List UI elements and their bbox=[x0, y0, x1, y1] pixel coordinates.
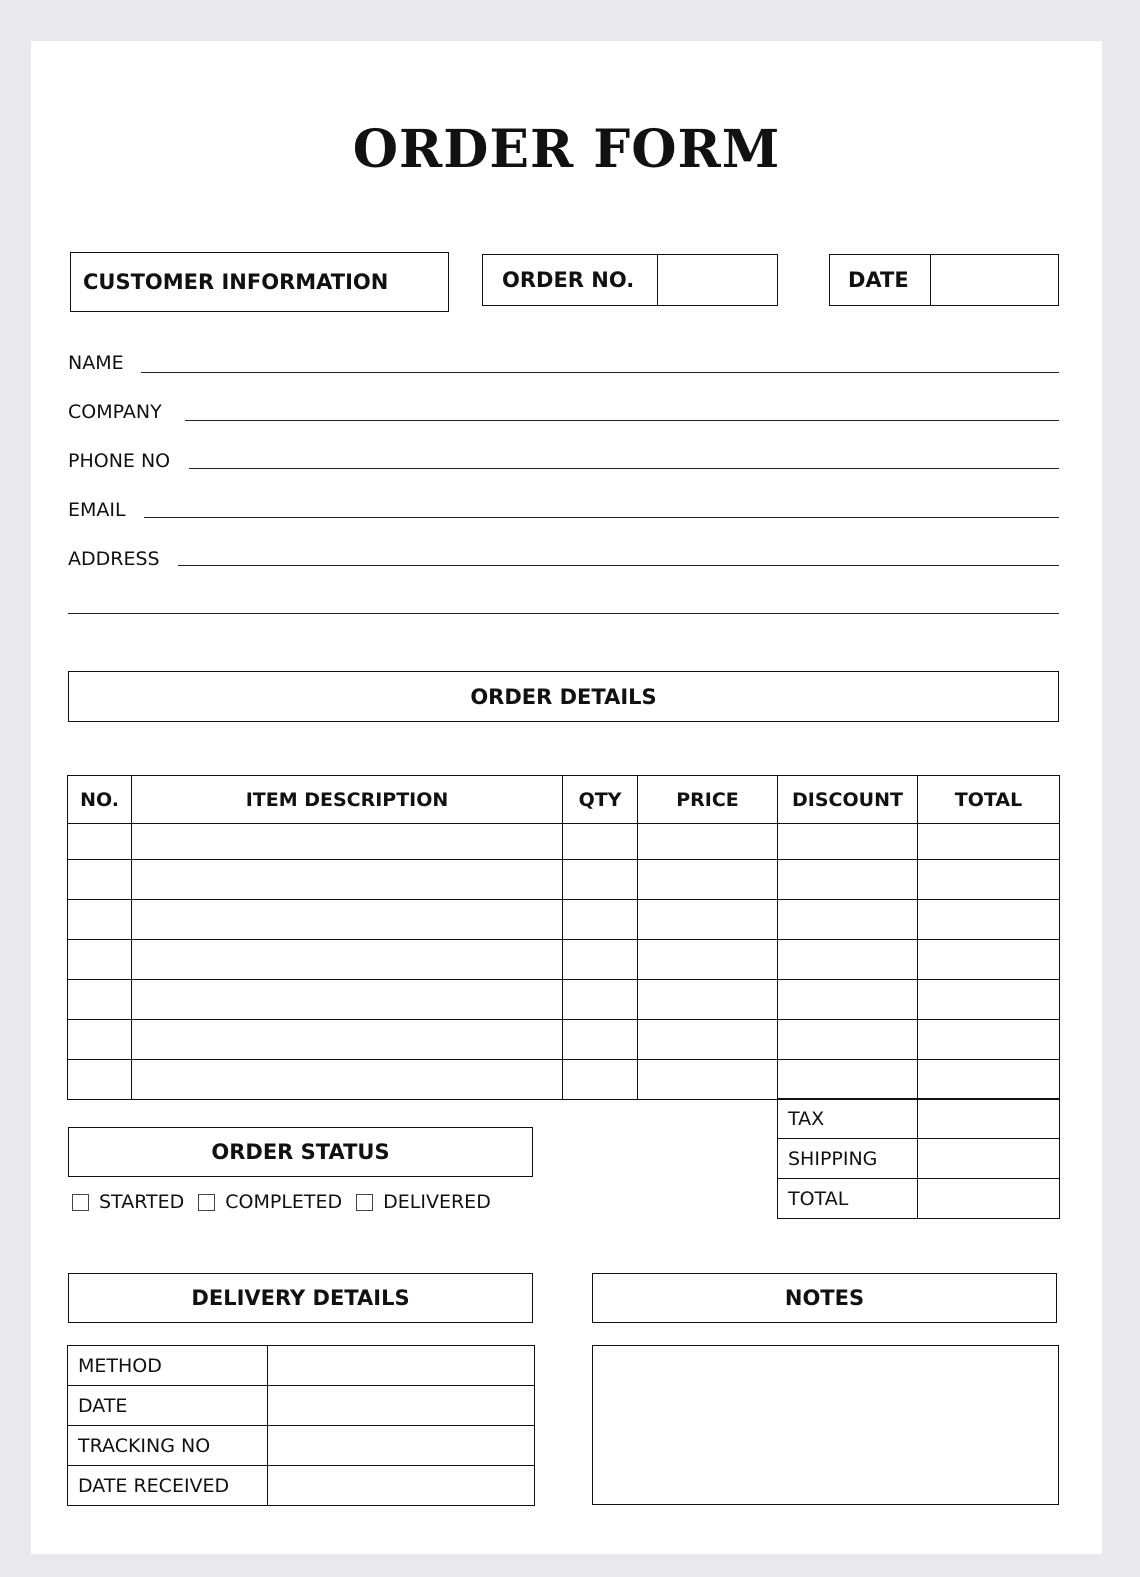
order-no-box bbox=[482, 254, 778, 306]
table-row bbox=[68, 824, 1060, 860]
order-status-options bbox=[72, 1191, 505, 1213]
table-cell[interactable] bbox=[132, 1020, 563, 1060]
table-cell[interactable] bbox=[132, 824, 563, 860]
table-cell[interactable] bbox=[132, 940, 563, 980]
table-cell[interactable] bbox=[778, 1060, 918, 1100]
notes-heading: NOTES bbox=[592, 1273, 1057, 1323]
tracking-no-field[interactable] bbox=[268, 1426, 535, 1466]
total-field[interactable] bbox=[918, 1179, 1060, 1219]
shipping-field[interactable] bbox=[918, 1139, 1060, 1179]
delivery-details-table bbox=[67, 1345, 535, 1506]
table-cell[interactable] bbox=[68, 824, 132, 860]
summary-table bbox=[777, 1098, 1060, 1219]
table-cell[interactable] bbox=[918, 900, 1060, 940]
page-title: ORDER FORM bbox=[352, 119, 781, 180]
table-cell[interactable] bbox=[132, 1060, 563, 1100]
table-cell[interactable] bbox=[638, 1020, 778, 1060]
customer-information-box bbox=[70, 252, 449, 312]
table-cell[interactable] bbox=[638, 1060, 778, 1100]
status-delivered[interactable] bbox=[356, 1191, 491, 1213]
shipping-label: SHIPPING bbox=[778, 1139, 918, 1179]
table-cell[interactable] bbox=[918, 980, 1060, 1020]
table-cell[interactable] bbox=[563, 1020, 638, 1060]
table-cell[interactable] bbox=[638, 980, 778, 1020]
date-field[interactable] bbox=[931, 255, 1058, 305]
table-cell[interactable] bbox=[778, 940, 918, 980]
table-cell[interactable] bbox=[918, 940, 1060, 980]
delivery-details-heading: DELIVERY DETAILS bbox=[68, 1273, 533, 1323]
order-no-label: ORDER NO. bbox=[483, 255, 658, 305]
tracking-no-label: TRACKING NO bbox=[68, 1426, 268, 1466]
table-row bbox=[68, 1020, 1060, 1060]
table-cell[interactable] bbox=[638, 900, 778, 940]
column-header: DISCOUNT bbox=[778, 776, 918, 824]
delivery-date-label: DATE bbox=[68, 1386, 268, 1426]
table-cell[interactable] bbox=[132, 980, 563, 1020]
checkbox-icon[interactable] bbox=[198, 1194, 215, 1211]
address-label: ADDRESS bbox=[68, 548, 160, 570]
company-label: COMPANY bbox=[68, 401, 162, 423]
table-cell[interactable] bbox=[68, 1060, 132, 1100]
address-field-line-2[interactable] bbox=[68, 613, 1059, 614]
notes-field[interactable] bbox=[592, 1345, 1059, 1505]
checkbox-icon[interactable] bbox=[356, 1194, 373, 1211]
delivery-method-label: METHOD bbox=[68, 1346, 268, 1386]
table-cell[interactable] bbox=[563, 940, 638, 980]
tax-label: TAX bbox=[778, 1099, 918, 1139]
table-row bbox=[68, 1060, 1060, 1100]
table-cell[interactable] bbox=[918, 824, 1060, 860]
status-started[interactable] bbox=[72, 1191, 184, 1213]
order-status-heading: ORDER STATUS bbox=[68, 1127, 533, 1177]
email-label: EMAIL bbox=[68, 499, 126, 521]
table-cell[interactable] bbox=[563, 980, 638, 1020]
table-cell[interactable] bbox=[563, 824, 638, 860]
total-label: TOTAL bbox=[778, 1179, 918, 1219]
status-delivered-label: DELIVERED bbox=[383, 1191, 491, 1213]
delivery-date-field[interactable] bbox=[268, 1386, 535, 1426]
table-cell[interactable] bbox=[638, 824, 778, 860]
phone-label: PHONE NO bbox=[68, 450, 171, 472]
status-completed-label: COMPLETED bbox=[225, 1191, 343, 1213]
table-row bbox=[68, 860, 1060, 900]
table-cell[interactable] bbox=[778, 824, 918, 860]
phone-field[interactable] bbox=[189, 468, 1059, 469]
table-cell[interactable] bbox=[638, 860, 778, 900]
column-header: ITEM DESCRIPTION bbox=[132, 776, 563, 824]
delivery-method-field[interactable] bbox=[268, 1346, 535, 1386]
column-header: NO. bbox=[68, 776, 132, 824]
table-cell[interactable] bbox=[563, 860, 638, 900]
checkbox-icon[interactable] bbox=[72, 1194, 89, 1211]
date-received-field[interactable] bbox=[268, 1466, 535, 1506]
company-field[interactable] bbox=[185, 420, 1059, 421]
table-cell[interactable] bbox=[563, 900, 638, 940]
table-row bbox=[68, 900, 1060, 940]
table-cell[interactable] bbox=[68, 940, 132, 980]
table-cell[interactable] bbox=[68, 980, 132, 1020]
table-cell[interactable] bbox=[918, 1020, 1060, 1060]
table-cell[interactable] bbox=[68, 860, 132, 900]
status-completed[interactable] bbox=[198, 1191, 342, 1213]
name-label: NAME bbox=[68, 352, 124, 374]
table-cell[interactable] bbox=[778, 900, 918, 940]
column-header: TOTAL bbox=[918, 776, 1060, 824]
customer-information-label: CUSTOMER INFORMATION bbox=[83, 270, 389, 294]
table-cell[interactable] bbox=[918, 860, 1060, 900]
table-cell[interactable] bbox=[638, 940, 778, 980]
order-no-field[interactable] bbox=[658, 255, 777, 305]
date-received-label: DATE RECEIVED bbox=[68, 1466, 268, 1506]
column-header: QTY bbox=[563, 776, 638, 824]
name-field[interactable] bbox=[141, 372, 1059, 373]
table-cell[interactable] bbox=[132, 900, 563, 940]
table-cell[interactable] bbox=[68, 900, 132, 940]
order-form-sheet bbox=[31, 41, 1102, 1554]
date-label: DATE bbox=[830, 255, 931, 305]
table-row bbox=[68, 940, 1060, 980]
table-row bbox=[68, 980, 1060, 1020]
table-cell[interactable] bbox=[778, 1020, 918, 1060]
tax-field[interactable] bbox=[918, 1099, 1060, 1139]
address-field[interactable] bbox=[178, 565, 1059, 566]
order-details-heading: ORDER DETAILS bbox=[68, 671, 1059, 722]
table-cell[interactable] bbox=[132, 860, 563, 900]
status-started-label: STARTED bbox=[99, 1191, 185, 1213]
table-cell[interactable] bbox=[563, 1060, 638, 1100]
column-header: PRICE bbox=[638, 776, 778, 824]
table-cell[interactable] bbox=[778, 860, 918, 900]
date-box bbox=[829, 254, 1059, 306]
email-field[interactable] bbox=[144, 517, 1059, 518]
table-cell[interactable] bbox=[918, 1060, 1060, 1100]
table-cell[interactable] bbox=[68, 1020, 132, 1060]
table-cell[interactable] bbox=[778, 980, 918, 1020]
order-items-table bbox=[67, 775, 1060, 1100]
